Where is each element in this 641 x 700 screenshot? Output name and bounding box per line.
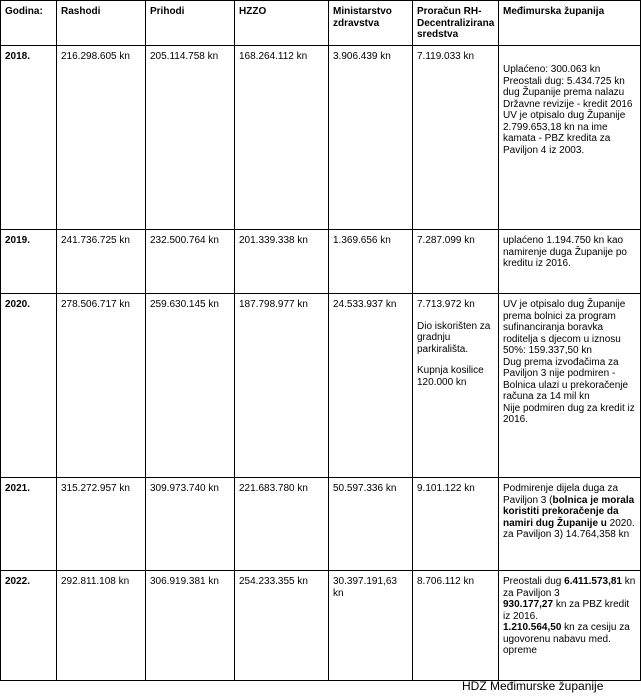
- header-proracun: Proračun RH-Decentralizirana sredstva: [413, 1, 499, 46]
- zupanija-line: UV je otpisalo dug Županije 2.799.653,18 kn na ime kamata - PBZ kredita za Paviljon 4 iz 2003.: [503, 110, 626, 156]
- table-row: [1, 230, 641, 294]
- proracun-note: Kupnja kosilice 120.000 kn: [417, 365, 484, 388]
- header-prihodi: Prihodi: [146, 1, 235, 46]
- proracun-cell: 9.101.122 kn: [413, 478, 499, 571]
- zupanija-cell: [499, 294, 641, 478]
- year-cell: 2019.: [1, 230, 57, 294]
- header-rashodi: Rashodi: [57, 1, 146, 46]
- zupanija-line: Dug prema izvođačima za Paviljon 3 nije podmiren - Bolnica ulazi u prekoračenje računa za 14 mil kn: [503, 356, 629, 402]
- zupanija-line: Nije podmiren dug za kredit iz 2016.: [503, 402, 635, 425]
- ministarstvo-cell: 1.369.656 kn: [329, 230, 413, 294]
- proracun-cell: [413, 294, 499, 478]
- table-row: [1, 478, 641, 571]
- hzzo-cell: 221.683.780 kn: [235, 478, 329, 571]
- ministarstvo-cell: 30.397.191,63 kn: [329, 571, 413, 681]
- proracun-cell: 8.706.112 kn: [413, 571, 499, 681]
- zupanija-bold-text: bolnica je morala koristiti prekoračenje da namiri dug Županije u: [503, 494, 635, 529]
- prihodi-cell: 306.919.381 kn: [146, 571, 235, 681]
- table-row: [1, 46, 641, 230]
- rashodi-cell: 292.811.108 kn: [57, 571, 146, 681]
- header-hzzo: HZZO: [235, 1, 329, 46]
- proracun-amount: 7.713.972 kn: [417, 299, 475, 310]
- prihodi-cell: 205.114.758 kn: [146, 46, 235, 230]
- zupanija-cell: [499, 571, 641, 681]
- ministarstvo-cell: 50.597.336 kn: [329, 478, 413, 571]
- prihodi-cell: 309.973.740 kn: [146, 478, 235, 571]
- zupanija-text: Podmirenje dijela duga za Paviljon 3 (: [503, 483, 619, 506]
- ministarstvo-cell: 3.906.439 kn: [329, 46, 413, 230]
- zupanija-text: 2020. za Paviljon 3) 14.764,358 kn: [503, 517, 635, 540]
- year-cell: 2020.: [1, 294, 57, 478]
- rashodi-cell: 216.298.605 kn: [57, 46, 146, 230]
- zupanija-cell: [499, 46, 641, 230]
- zupanija-cell: [499, 478, 641, 571]
- year-cell: 2018.: [1, 46, 57, 230]
- year-cell: 2021.: [1, 478, 57, 571]
- hzzo-cell: 168.264.112 kn: [235, 46, 329, 230]
- proracun-cell: 7.119.033 kn: [413, 46, 499, 230]
- prihodi-cell: 259.630.145 kn: [146, 294, 235, 478]
- zupanija-text: kn za cesiju za ugovorenu nabavu med. opreme: [503, 622, 630, 656]
- table-row: [1, 294, 641, 478]
- table-row: [1, 571, 641, 681]
- zupanija-text: kn za PBZ kredit iz 2016.: [503, 599, 630, 622]
- zupanija-line: UV je otpisalo dug Županije prema bolnici za program sufinanciranja boravka roditelja s djecom u iznosu 50%: 159.337,50 kn: [503, 299, 626, 356]
- ministarstvo-cell: 24.533.937 kn: [329, 294, 413, 478]
- table-header-row: [1, 1, 641, 46]
- footer-signature: HDZ Međimurske županije: [462, 679, 604, 693]
- header-ministarstvo: Ministarstvo zdravstva: [329, 1, 413, 46]
- hzzo-cell: 201.339.338 kn: [235, 230, 329, 294]
- hzzo-cell: 187.798.977 kn: [235, 294, 329, 478]
- zupanija-amount: 6.411.573,81: [564, 576, 622, 587]
- zupanija-amount: 930.177,27: [503, 599, 554, 610]
- zupanija-cell: [499, 230, 641, 294]
- year-cell: 2022.: [1, 571, 57, 681]
- proracun-cell: 7.287.099 kn: [413, 230, 499, 294]
- zupanija-line: Uplaćeno: 300.063 kn: [503, 64, 601, 75]
- rashodi-cell: 315.272.957 kn: [57, 478, 146, 571]
- header-godina: Godina:: [1, 1, 57, 46]
- zupanija-line: uplaćeno 1.194.750 kn kao namirenje duga Županije po kreditu iz 2016.: [503, 235, 627, 269]
- header-zupanija: Međimurska županija: [499, 1, 641, 46]
- rashodi-cell: 241.736.725 kn: [57, 230, 146, 294]
- hzzo-cell: 254.233.355 kn: [235, 571, 329, 681]
- zupanija-amount: 1.210.564,50: [503, 622, 562, 633]
- proracun-note: Dio iskorišten za gradnju parkirališta.: [417, 320, 491, 355]
- zupanija-text: Preostali dug: [503, 576, 562, 587]
- rashodi-cell: 278.506.717 kn: [57, 294, 146, 478]
- prihodi-cell: 232.500.764 kn: [146, 230, 235, 294]
- zupanija-text: kn za Paviljon 3: [503, 576, 636, 599]
- zupanija-line: Preostali dug: 5.434.725 kn dug Županije prema nalazu Državne revizije - kredit 2016: [503, 75, 633, 110]
